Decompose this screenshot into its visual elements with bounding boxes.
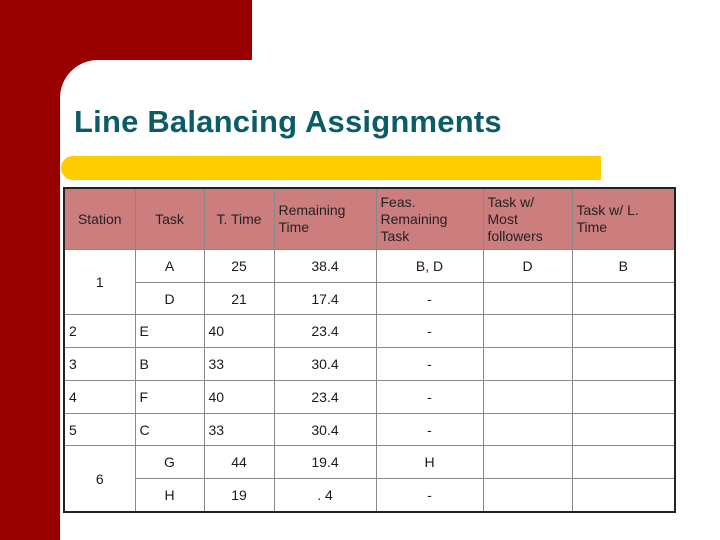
cell-feasible: - — [376, 413, 483, 446]
cell-station: 6 — [64, 446, 135, 512]
cell-longest-time — [572, 282, 675, 315]
cell-remaining: . 4 — [274, 479, 376, 512]
cell-t-time: 33 — [204, 413, 274, 446]
header-feasible-remaining-task: Feas. Remaining Task — [376, 188, 483, 250]
cell-longest-time — [572, 446, 675, 479]
table-row — [64, 282, 675, 315]
assignment-table — [63, 187, 676, 513]
table-row — [64, 413, 675, 446]
cell-feasible: B, D — [376, 250, 483, 283]
cell-task: D — [135, 282, 204, 315]
cell-task: B — [135, 348, 204, 381]
cell-most-followers — [483, 413, 572, 446]
header-task-longest-time: Task w/ L. Time — [572, 188, 675, 250]
cell-remaining: 17.4 — [274, 282, 376, 315]
cell-feasible: - — [376, 348, 483, 381]
cell-t-time: 40 — [204, 380, 274, 413]
cell-station: 1 — [64, 250, 135, 315]
table-row — [64, 250, 675, 283]
cell-t-time: 40 — [204, 315, 274, 348]
cell-longest-time — [572, 348, 675, 381]
header-task: Task — [135, 188, 204, 250]
cell-remaining: 30.4 — [274, 348, 376, 381]
cell-task: H — [135, 479, 204, 512]
cell-most-followers — [483, 479, 572, 512]
cell-task: G — [135, 446, 204, 479]
cell-remaining: 30.4 — [274, 413, 376, 446]
cell-t-time: 25 — [204, 250, 274, 283]
cell-station: 3 — [64, 348, 135, 381]
header-t-time: T. Time — [204, 188, 274, 250]
cell-longest-time — [572, 479, 675, 512]
cell-most-followers — [483, 315, 572, 348]
table-row — [64, 380, 675, 413]
cell-remaining: 19.4 — [274, 446, 376, 479]
cell-longest-time: B — [572, 250, 675, 283]
cell-most-followers — [483, 348, 572, 381]
cell-station: 5 — [64, 413, 135, 446]
cell-task: A — [135, 250, 204, 283]
cell-task: E — [135, 315, 204, 348]
header-task-most-followers: Task w/ Most followers — [483, 188, 572, 250]
cell-feasible: H — [376, 446, 483, 479]
cell-task: C — [135, 413, 204, 446]
cell-station: 2 — [64, 315, 135, 348]
cell-longest-time — [572, 413, 675, 446]
gold-divider-bar — [61, 156, 601, 180]
cell-longest-time — [572, 315, 675, 348]
cell-t-time: 21 — [204, 282, 274, 315]
cell-most-followers — [483, 380, 572, 413]
cell-feasible: - — [376, 315, 483, 348]
header-remaining-time: Remaining Time — [274, 188, 376, 250]
cell-remaining: 23.4 — [274, 380, 376, 413]
table-row — [64, 479, 675, 512]
header-station: Station — [64, 188, 135, 250]
table-row — [64, 348, 675, 381]
slide-title: Line Balancing Assignments — [74, 104, 502, 139]
cell-t-time: 19 — [204, 479, 274, 512]
table-header-row — [64, 188, 675, 250]
cell-most-followers — [483, 446, 572, 479]
cell-feasible: - — [376, 380, 483, 413]
cell-feasible: - — [376, 282, 483, 315]
cell-remaining: 38.4 — [274, 250, 376, 283]
cell-most-followers: D — [483, 250, 572, 283]
cell-remaining: 23.4 — [274, 315, 376, 348]
table-row — [64, 446, 675, 479]
cell-task: F — [135, 380, 204, 413]
table-row — [64, 315, 675, 348]
cell-t-time: 44 — [204, 446, 274, 479]
cell-feasible: - — [376, 479, 483, 512]
cell-longest-time — [572, 380, 675, 413]
cell-t-time: 33 — [204, 348, 274, 381]
cell-most-followers — [483, 282, 572, 315]
cell-station: 4 — [64, 380, 135, 413]
